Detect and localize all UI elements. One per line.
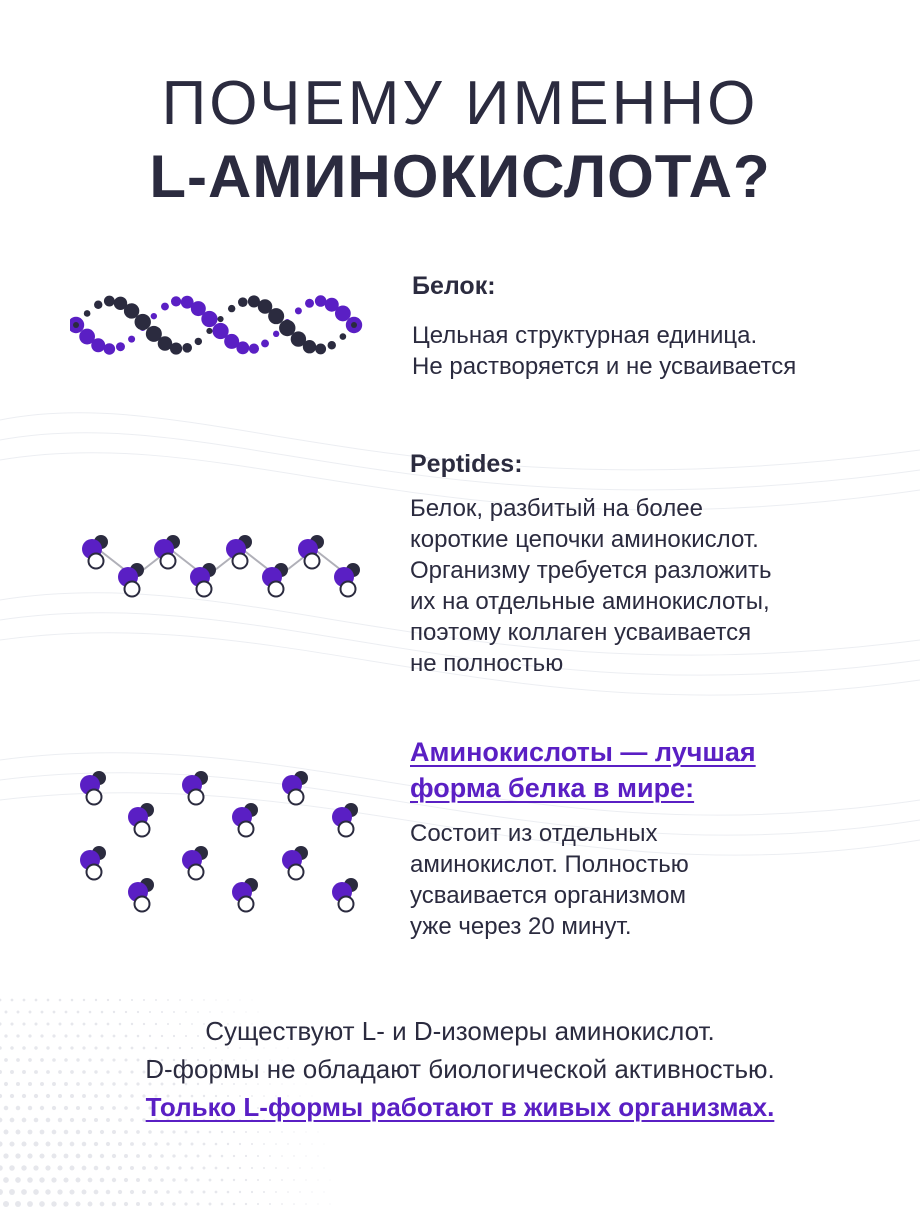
helix-dot: [315, 295, 327, 307]
section-protein-text: Цельная структурная единица. Не растворяется и не усваивается: [412, 322, 797, 380]
helix-dot: [206, 328, 212, 334]
footer-line-2: D-формы не обладают биологической активностью.: [145, 1054, 775, 1084]
helix-dot: [170, 342, 182, 354]
helix-dot: [128, 336, 135, 343]
amino-acid-molecule-atom: [239, 822, 254, 837]
helix-dot: [261, 340, 269, 348]
helix-dot: [104, 343, 116, 355]
section-amino-acids-text: Состоит из отдельных аминокислот. Полностью усваивается организмом уже через 20 минут.: [410, 820, 689, 940]
helix-dot: [228, 305, 235, 312]
helix-dot: [340, 333, 347, 340]
amino-acid-molecule-atom: [87, 790, 102, 805]
section-peptides-heading: Peptides:: [410, 450, 523, 478]
helix-dot: [201, 311, 217, 327]
helix-dot: [94, 301, 102, 309]
helix-dot: [135, 314, 151, 330]
page-title-line-1: ПОЧЕМУ ИМЕННО: [161, 69, 759, 138]
amino-acid-molecule-atom: [339, 822, 354, 837]
amino-acid-molecule-atom: [289, 865, 304, 880]
footer-line-3-highlight: Только L-формы работают в живых организмах.: [145, 1092, 775, 1122]
peptide-molecule-atom: [161, 554, 176, 569]
helix-dot: [303, 340, 316, 353]
section-protein-heading: Белок:: [412, 272, 496, 300]
peptide-molecule-atom: [269, 582, 284, 597]
helix-dot: [268, 308, 284, 324]
amino-acid-molecule-atom: [339, 897, 354, 912]
helix-dot: [195, 338, 202, 345]
helix-dot: [273, 331, 279, 337]
amino-acid-molecule-atom: [289, 790, 304, 805]
helix-dot: [217, 316, 223, 322]
helix-dot: [116, 342, 125, 351]
footer-text: [0, 1012, 920, 1126]
helix-dot: [249, 343, 259, 353]
section-peptides-text: Белок, разбитый на более короткие цепочки аминокислот. Организму требуется разложить их на отдельные аминокислоты, поэтому коллаген усваивается не полностью: [410, 495, 772, 677]
helix-dot: [182, 343, 192, 353]
helix-dot: [238, 297, 248, 307]
amino-acid-molecule-atom: [135, 897, 150, 912]
helix-dot: [73, 322, 79, 328]
helix-dot: [236, 341, 249, 354]
helix-dot: [151, 313, 157, 319]
helix-dot: [328, 341, 336, 349]
helix-dot: [305, 299, 314, 308]
helix-dot: [315, 344, 326, 355]
helix-dot: [295, 307, 302, 314]
helix-dot: [84, 310, 91, 317]
peptide-molecule-atom: [341, 582, 356, 597]
peptide-molecule-atom: [125, 582, 140, 597]
helix-dot: [104, 296, 115, 307]
peptide-molecule-atom: [197, 582, 212, 597]
helix-dot: [91, 338, 105, 352]
peptide-molecule-atom: [89, 554, 104, 569]
peptide-molecule-atom: [233, 554, 248, 569]
amino-acid-molecule-atom: [135, 822, 150, 837]
dna-helix-icon: [70, 285, 370, 365]
section-amino-acids-heading: Аминокислоты — лучшая форма белка в мире:: [410, 737, 756, 803]
peptide-molecule-atom: [305, 554, 320, 569]
helix-dot: [351, 322, 357, 328]
amino-acid-molecules-icon: [70, 765, 370, 925]
page-title-line-2: L-АМИНОКИСЛОТА?: [149, 143, 771, 210]
amino-acid-molecule-atom: [239, 897, 254, 912]
helix-dot: [161, 303, 169, 311]
amino-acid-molecule-atom: [189, 865, 204, 880]
helix-dot: [335, 306, 351, 322]
footer-line-1: Существуют L- и D-изомеры аминокислот.: [205, 1016, 715, 1046]
helix-dot: [171, 296, 181, 306]
amino-acid-molecule-atom: [189, 790, 204, 805]
peptide-chain-icon: [70, 525, 370, 615]
amino-acid-molecule-atom: [87, 865, 102, 880]
